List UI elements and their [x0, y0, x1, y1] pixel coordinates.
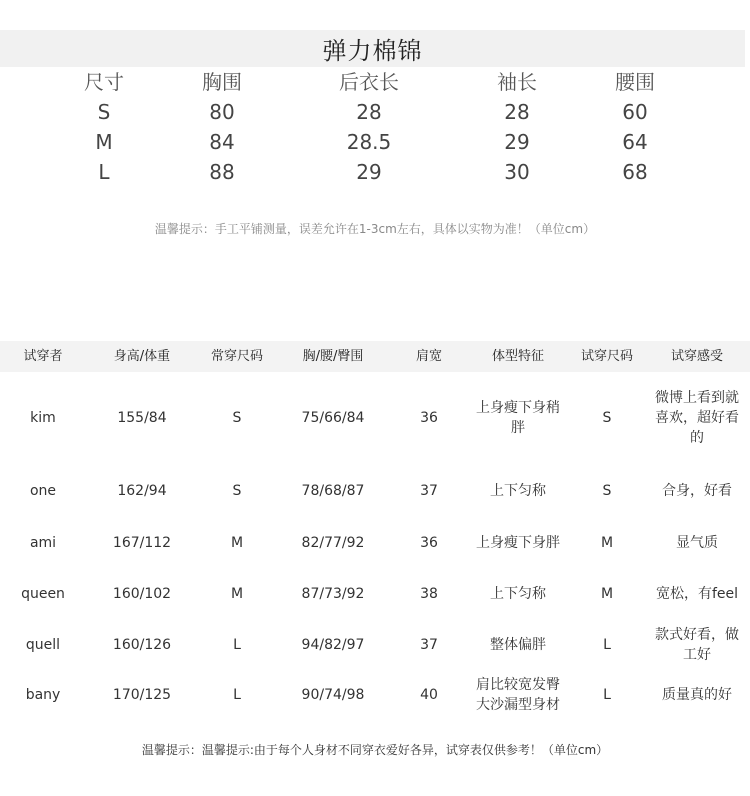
- tryon-cell-height-weight: 167/112: [112, 535, 172, 551]
- tryon-header-feedback: 试穿感受: [670, 349, 724, 364]
- tryon-cell-tester: one: [29, 483, 57, 499]
- tryon-cell-feedback: 质量真的好: [662, 687, 732, 703]
- tryon-header-tester: 试穿者: [23, 349, 63, 364]
- tryon-header-body-type: 体型特征: [491, 349, 545, 364]
- page-title: 弹力棉锦: [322, 37, 423, 65]
- tryon-cell-height-weight: 160/126: [112, 637, 172, 653]
- size-cell: M: [95, 130, 113, 154]
- tryon-cell-tried-size: S: [602, 410, 612, 426]
- table-row: [0, 382, 750, 454]
- tryon-cell-height-weight: 160/102: [112, 586, 172, 602]
- tryon-cell-body-type: 上身瘦下身稍胖: [476, 400, 560, 436]
- size-cell: 28: [504, 100, 530, 124]
- tryon-cell-tester: ami: [29, 535, 57, 551]
- tryon-cell-tester: bany: [25, 687, 61, 703]
- tryon-cell-tried-size: L: [603, 687, 611, 703]
- tryon-header-measurements: 胸/腰/臀围: [302, 349, 364, 364]
- tryon-cell-tried-size: L: [603, 637, 611, 653]
- tryon-cell-usual-size: M: [230, 535, 244, 551]
- table-row: [0, 475, 750, 507]
- size-header-bust: 胸围: [202, 70, 242, 94]
- size-row-s: [0, 97, 750, 127]
- tryon-table-header: [0, 341, 750, 372]
- size-cell: 80: [209, 100, 235, 124]
- size-cell: 84: [209, 130, 235, 154]
- tryon-cell-tester: queen: [21, 586, 65, 602]
- tryon-cell-feedback: 显气质: [676, 535, 718, 551]
- table-row: [0, 527, 750, 559]
- size-chart-header: [0, 67, 750, 97]
- tryon-cell-body-type: 上身瘦下身胖: [476, 535, 560, 551]
- size-row-m: [0, 127, 750, 157]
- size-cell: S: [97, 100, 111, 124]
- tryon-cell-feedback: 合身，好看: [662, 483, 732, 499]
- tryon-cell-shoulder: 36: [420, 410, 438, 426]
- tryon-cell-measurements: 94/82/97: [301, 637, 365, 653]
- size-header-waist: 腰围: [615, 70, 655, 94]
- tryon-cell-usual-size: M: [230, 586, 244, 602]
- tryon-cell-body-type: 上下匀称: [490, 483, 546, 499]
- size-cell: L: [98, 160, 110, 184]
- size-cell: 64: [622, 130, 648, 154]
- tryon-cell-height-weight: 162/94: [117, 483, 167, 499]
- tryon-header-shoulder: 肩宽: [415, 349, 443, 364]
- tryon-cell-height-weight: 155/84: [117, 410, 167, 426]
- tryon-header-height-weight: 身高/体重: [113, 349, 171, 364]
- tryon-header-usual-size: 常穿尺码: [210, 349, 264, 364]
- size-chart: [0, 67, 750, 187]
- tryon-cell-measurements: 90/74/98: [301, 687, 365, 703]
- size-header-sleeve: 袖长: [497, 70, 537, 94]
- tryon-cell-usual-size: L: [233, 637, 241, 653]
- tryon-cell-tester: quell: [25, 637, 61, 653]
- tryon-cell-feedback: 微博上看到就喜欢，超好看的: [655, 390, 739, 446]
- table-row: [0, 674, 750, 716]
- size-cell: 29: [504, 130, 530, 154]
- tryon-cell-shoulder: 40: [420, 687, 438, 703]
- tryon-cell-shoulder: 37: [420, 637, 438, 653]
- size-header-size: 尺寸: [84, 70, 124, 94]
- size-header-length: 后衣长: [339, 70, 399, 94]
- tryon-cell-feedback: 款式好看，做工好: [655, 627, 739, 663]
- tryon-cell-measurements: 78/68/87: [301, 483, 365, 499]
- size-cell: 30: [504, 160, 530, 184]
- tryon-cell-tester: kim: [30, 410, 56, 426]
- tryon-cell-shoulder: 36: [420, 535, 438, 551]
- size-cell: 28: [356, 100, 382, 124]
- tryon-cell-tried-size: M: [600, 586, 614, 602]
- tryon-cell-height-weight: 170/125: [112, 687, 172, 703]
- tryon-cell-body-type: 上下匀称: [490, 586, 546, 602]
- tryon-cell-measurements: 82/77/92: [301, 535, 365, 551]
- tryon-cell-body-type: 肩比较宽发臀大沙漏型身材: [476, 677, 560, 713]
- tryon-cell-tried-size: S: [602, 483, 612, 499]
- tryon-cell-usual-size: S: [232, 410, 242, 426]
- size-cell: 29: [356, 160, 382, 184]
- tryon-cell-body-type: 整体偏胖: [490, 637, 546, 653]
- size-cell: 60: [622, 100, 648, 124]
- table-row: [0, 624, 750, 666]
- size-row-l: [0, 157, 750, 187]
- size-cell: 28.5: [346, 130, 392, 154]
- tryon-cell-measurements: 87/73/92: [301, 586, 365, 602]
- tryon-cell-shoulder: 38: [420, 586, 438, 602]
- size-chart-note: 温馨提示：手工平铺测量，误差允许在1-3cm左右，具体以实物为准！（单位cm）: [154, 222, 596, 236]
- tryon-note: 温馨提示：温馨提示:由于每个人身材不同穿衣爱好各异，试穿表仅供参考！（单位cm）: [141, 743, 609, 757]
- tryon-cell-measurements: 75/66/84: [301, 410, 365, 426]
- tryon-cell-usual-size: S: [232, 483, 242, 499]
- tryon-cell-tried-size: M: [600, 535, 614, 551]
- tryon-cell-feedback: 宽松，有feel: [655, 586, 739, 602]
- tryon-cell-usual-size: L: [233, 687, 241, 703]
- size-cell: 68: [622, 160, 648, 184]
- tryon-cell-shoulder: 37: [420, 483, 438, 499]
- table-row: [0, 578, 750, 610]
- title-band: [0, 30, 745, 67]
- tryon-header-tried-size: 试穿尺码: [580, 349, 634, 364]
- size-cell: 88: [209, 160, 235, 184]
